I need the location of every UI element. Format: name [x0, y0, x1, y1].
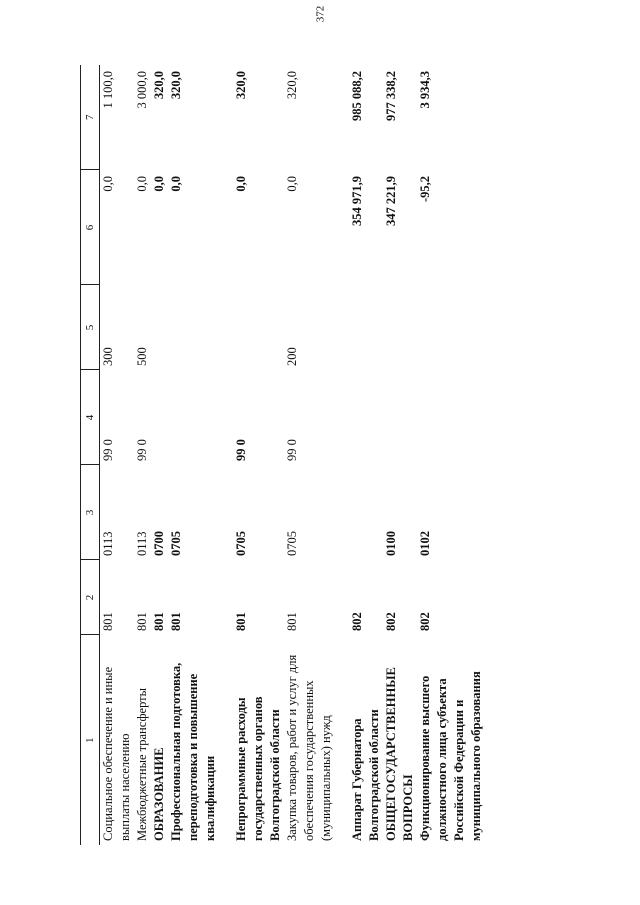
- table-row: [219, 65, 284, 845]
- row-value-cell-3: 0113: [101, 531, 115, 556]
- row-value-cell-2: 801: [101, 612, 115, 631]
- row-value-cell-5: [219, 285, 284, 370]
- column-header-4: 4: [81, 370, 100, 465]
- row-value-cell-4: [417, 370, 485, 465]
- row-name-cell: Закупка товаров, работ и услуг для обеспечения государственных (муниципальных) нужд: [285, 654, 333, 841]
- row-value-cell-2: 801: [152, 612, 166, 631]
- row-value-cell-3: 0100: [384, 531, 398, 556]
- row-value-cell-7: 3 000,0: [135, 71, 149, 109]
- row-value-cell-2: 802: [384, 612, 398, 631]
- row-value-cell-3: 0102: [418, 531, 432, 556]
- header-row: [81, 65, 100, 845]
- row-value-cell-2: 801: [169, 612, 183, 631]
- row-value-cell-7: 1 100,0: [101, 71, 115, 109]
- row-value-cell-5: [335, 285, 383, 370]
- column-header-6: 6: [81, 170, 100, 285]
- row-name-cell: Социальное обеспечение и иные выплаты населению: [101, 666, 132, 841]
- row-value-cell-6: 0,0: [101, 176, 115, 192]
- row-name-cell: Аппарат Губернатора Волгоградской области: [350, 709, 381, 841]
- row-value-cell-7: 320,0: [169, 71, 183, 100]
- row-value-cell-4: [151, 370, 168, 465]
- row-value-cell-6: 0,0: [169, 176, 183, 192]
- row-value-cell-3: 0705: [234, 531, 248, 556]
- row-name-cell: ОБРАЗОВАНИЕ: [152, 747, 166, 841]
- table-body: [100, 65, 486, 845]
- row-value-cell-3: 0113: [135, 531, 149, 556]
- row-value-cell-4: [335, 370, 383, 465]
- row-value-cell-3: 0705: [169, 531, 183, 556]
- budget-table: [80, 65, 485, 845]
- row-value-cell-7: 977 338,2: [384, 71, 398, 121]
- row-name-cell: Непрограммные расходы государственных органов Волгоградской области: [234, 696, 282, 841]
- row-value-cell-6: 0,0: [152, 176, 166, 192]
- column-header-3: 3: [81, 465, 100, 560]
- row-value-cell-2: 801: [234, 612, 248, 631]
- row-value-cell-4: 99 0: [101, 439, 115, 461]
- row-value-cell-5: [383, 285, 417, 370]
- table-row: [335, 65, 383, 845]
- row-value-cell-5: 300: [101, 347, 115, 366]
- row-name-cell: ОБЩЕГОСУДАРСТВЕННЫЕ ВОПРОСЫ: [384, 667, 415, 841]
- row-value-cell-3: 0700: [152, 531, 166, 556]
- row-value-cell-2: 802: [418, 612, 432, 631]
- column-header-2: 2: [81, 560, 100, 635]
- row-value-cell-4: [168, 370, 219, 465]
- table-row: [151, 65, 168, 845]
- row-value-cell-5: [417, 285, 485, 370]
- row-value-cell-7: 320,0: [234, 71, 248, 100]
- row-value-cell-5: 500: [135, 347, 149, 366]
- row-name-cell: Функционирование высшего должностного лица субъекта Российской Федерации и муниципального образования: [418, 671, 483, 841]
- row-value-cell-5: [168, 285, 219, 370]
- table-row: [100, 65, 135, 845]
- row-name-cell: Профессиональная подготовка, переподготовка и повышение квалификации: [169, 662, 217, 841]
- row-value-cell-6: 0,0: [285, 176, 299, 192]
- row-value-cell-7: 320,0: [152, 71, 166, 100]
- row-value-cell-2: 801: [135, 612, 149, 631]
- row-value-cell-4: [383, 370, 417, 465]
- row-value-cell-3: [335, 465, 383, 560]
- table-row: [417, 65, 485, 845]
- row-value-cell-5: 200: [285, 347, 299, 366]
- table-row: [284, 65, 335, 845]
- row-value-cell-4: 99 0: [234, 439, 248, 461]
- row-value-cell-7: 3 934,3: [418, 71, 432, 109]
- row-value-cell-6: 347 221,9: [384, 176, 398, 226]
- table-row: [383, 65, 417, 845]
- row-value-cell-6: -95,2: [418, 176, 432, 203]
- row-value-cell-6: 354 971,9: [350, 176, 364, 226]
- row-value-cell-7: 320,0: [285, 71, 299, 100]
- row-name-cell: Межбюджетные трансферты: [135, 687, 149, 841]
- table-row: [134, 65, 151, 845]
- row-value-cell-2: 802: [350, 612, 364, 631]
- row-value-cell-2: 801: [285, 612, 299, 631]
- row-value-cell-4: 99 0: [285, 439, 299, 461]
- column-header-5: 5: [81, 285, 100, 370]
- column-header-7: 7: [81, 65, 100, 170]
- row-value-cell-6: 0,0: [135, 176, 149, 192]
- table-row: [168, 65, 219, 845]
- row-value-cell-6: 0,0: [234, 176, 248, 192]
- row-value-cell-3: 0705: [285, 531, 299, 556]
- column-header-1: 1: [81, 635, 100, 845]
- row-value-cell-5: [151, 285, 168, 370]
- page-number: 372: [314, 5, 326, 23]
- budget-table-landscape: [80, 65, 560, 845]
- row-value-cell-7: 985 088,2: [350, 71, 364, 121]
- row-value-cell-4: 99 0: [135, 439, 149, 461]
